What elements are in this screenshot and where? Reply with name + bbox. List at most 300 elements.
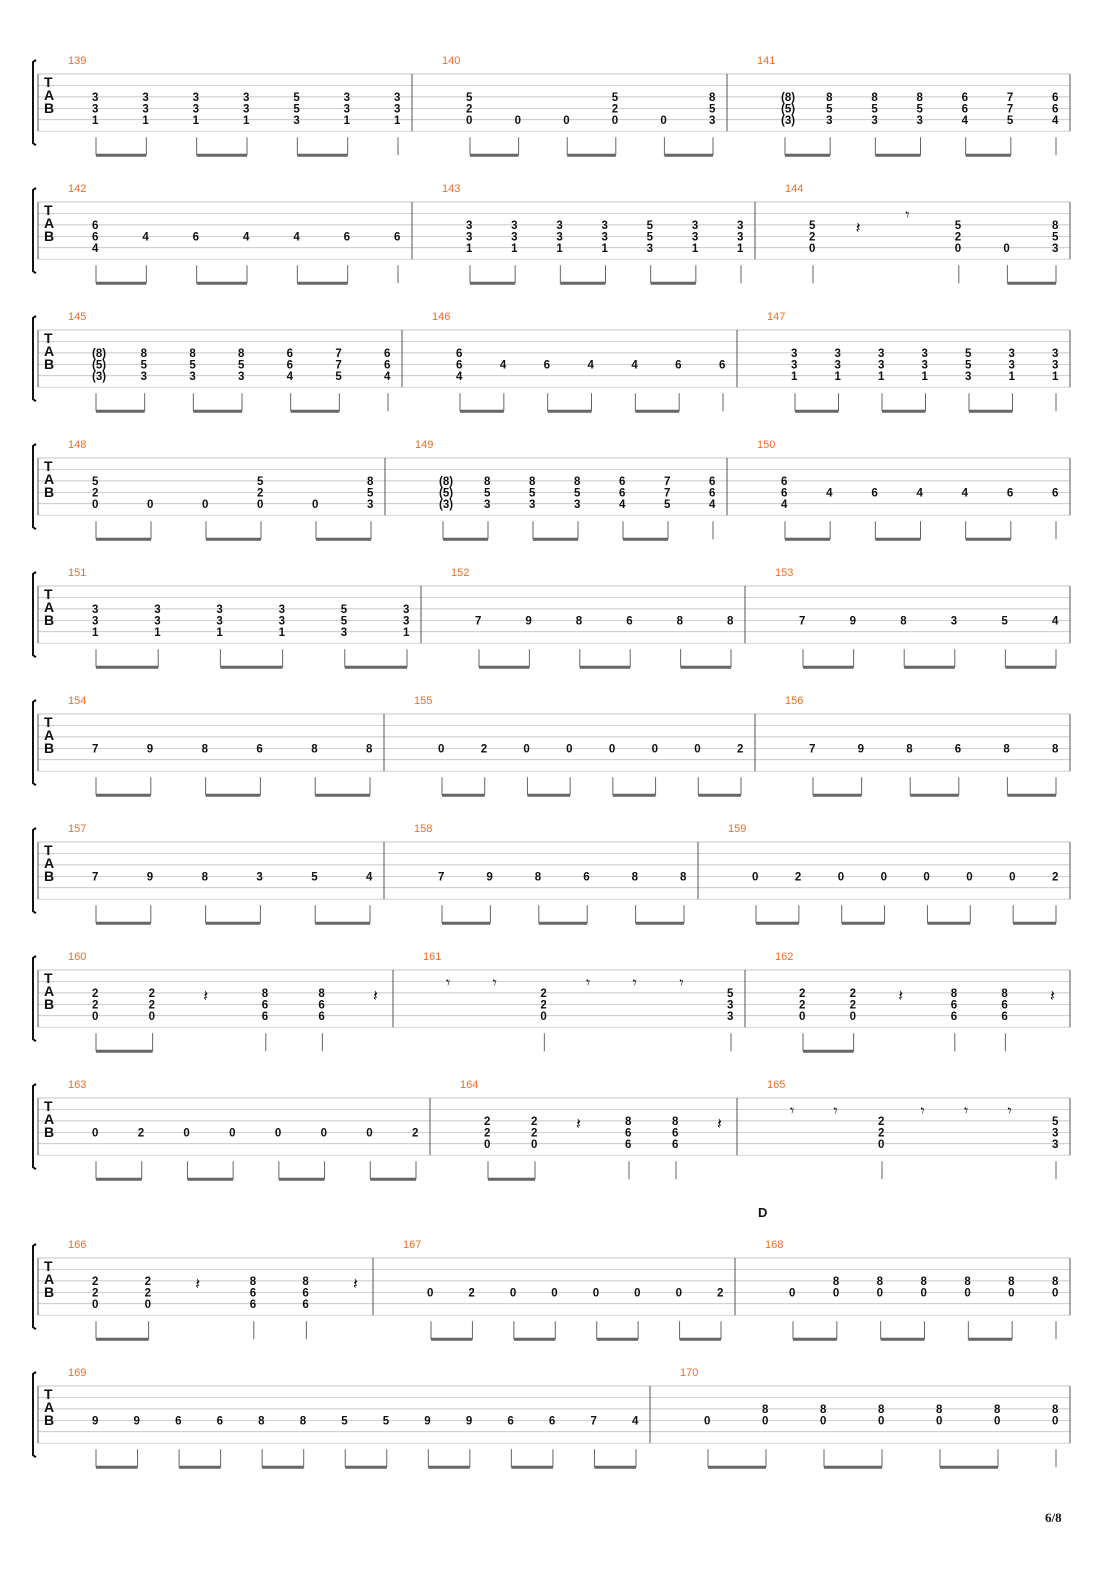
fret-number: 5 xyxy=(335,370,342,383)
fret-number: 6 xyxy=(719,359,726,372)
fret-number: 9 xyxy=(849,615,857,628)
fret-number: 4 xyxy=(632,1415,639,1428)
fret-number: 3 xyxy=(834,347,841,360)
fret-number: 3 xyxy=(92,603,99,616)
measure-number: 162 xyxy=(775,951,794,963)
fret-number: 0 xyxy=(540,1010,547,1023)
fret-number: 4 xyxy=(456,370,463,383)
fret-number: 2 xyxy=(144,1287,152,1300)
fret-number: 8 xyxy=(876,1275,884,1288)
fret-number: 0 xyxy=(964,1287,971,1300)
fret-number: 0 xyxy=(1052,1287,1059,1300)
fret-number: 3 xyxy=(238,370,245,383)
fret-number: 6 xyxy=(626,615,633,628)
fret-number: 3 xyxy=(343,91,351,104)
tab-clef-letter: A xyxy=(44,1111,55,1127)
fret-number: 6 xyxy=(216,1415,224,1428)
tab-clef-letter: T xyxy=(44,970,53,986)
fret-number: 0 xyxy=(694,743,701,756)
fret-number: 8 xyxy=(906,743,913,756)
tab-clef-letter: B xyxy=(44,868,55,884)
fret-number: 5 xyxy=(826,103,833,116)
tab-system xyxy=(33,695,1070,795)
fret-number: 9 xyxy=(465,1415,473,1428)
fret-number: 7 xyxy=(809,743,816,756)
fret-number: 3 xyxy=(556,219,563,232)
fret-number: 0 xyxy=(274,1127,282,1140)
system-bracket xyxy=(33,316,36,401)
fret-number: 7 xyxy=(664,475,671,488)
fret-number: 3 xyxy=(529,498,536,511)
eighth-rest: 𝄾 xyxy=(905,205,910,225)
fret-number: 0 xyxy=(878,1415,885,1428)
fret-number: 6 xyxy=(583,871,590,884)
fret-number: 6 xyxy=(625,1127,632,1140)
fret-number: 3 xyxy=(92,91,99,104)
fret-number: 6 xyxy=(709,487,716,500)
fret-number: 3 xyxy=(826,114,833,127)
fret-number: 3 xyxy=(574,498,581,511)
fret-number: 4 xyxy=(366,871,373,884)
fret-number: 5 xyxy=(466,91,473,104)
fret-number: 8 xyxy=(529,475,536,488)
fret-number: 3 xyxy=(691,219,699,232)
fret-number: 6 xyxy=(1052,487,1059,500)
tab-clef-letter: A xyxy=(44,343,55,359)
fret-number: 2 xyxy=(92,1287,99,1300)
fret-number: 6 xyxy=(302,1298,309,1311)
fret-number: 6 xyxy=(318,999,325,1012)
fret-number: 7 xyxy=(92,871,99,884)
fret-number: 8 xyxy=(680,871,687,884)
fret-number: 3 xyxy=(293,114,300,127)
fret-number: 7 xyxy=(1006,91,1014,104)
fret-number: 3 xyxy=(1052,347,1059,360)
fret-number: 0 xyxy=(514,114,522,127)
tab-clef-letter: T xyxy=(44,74,53,90)
fret-number: 0 xyxy=(837,871,845,884)
fret-number: 3 xyxy=(367,498,374,511)
fret-number: 2 xyxy=(878,1127,885,1140)
tab-clef-letter: B xyxy=(44,484,55,500)
fret-number: 2 xyxy=(92,999,99,1012)
fret-number: 5 xyxy=(293,103,300,116)
tab-clef-letter: B xyxy=(44,996,55,1012)
fret-number: 3 xyxy=(340,626,348,639)
fret-number: 3 xyxy=(216,603,223,616)
fret-number: 0 xyxy=(312,498,319,511)
fret-number: 3 xyxy=(709,114,716,127)
measure-number: 165 xyxy=(767,1079,786,1091)
fret-number: 5 xyxy=(92,475,99,488)
tab-clef-letter: A xyxy=(44,471,55,487)
fret-number: 8 xyxy=(201,871,209,884)
eighth-rest: 𝄾 xyxy=(790,1101,795,1121)
measure-number: 160 xyxy=(68,951,87,963)
eighth-rest: 𝄾 xyxy=(632,973,637,993)
quarter-rest: 𝄽 xyxy=(855,218,861,238)
fret-number: 3 xyxy=(691,231,699,244)
fret-number: 0 xyxy=(954,242,962,255)
system-bracket xyxy=(33,60,36,145)
fret-number: 6 xyxy=(261,1010,269,1023)
quarter-rest: 𝄽 xyxy=(1050,986,1055,1006)
fret-number: 6 xyxy=(1001,1010,1008,1023)
tab-clef-letter: A xyxy=(44,1399,55,1415)
fret-number: 2 xyxy=(531,1127,538,1140)
measure-number: 150 xyxy=(757,439,776,451)
fret-number: 0 xyxy=(183,1127,190,1140)
fret-number: 0 xyxy=(320,1127,327,1140)
tab-clef-letter: A xyxy=(44,599,55,615)
fret-number: 8 xyxy=(820,1403,827,1416)
fret-number: 3 xyxy=(871,114,878,127)
fret-number: 6 xyxy=(384,347,391,360)
fret-number: 4 xyxy=(142,231,149,244)
fret-number: 4 xyxy=(587,359,594,372)
fret-number: 1 xyxy=(192,114,200,127)
fret-number: 6 xyxy=(871,487,878,500)
fret-number: 0 xyxy=(202,498,209,511)
fret-number: 4 xyxy=(619,498,626,511)
fret-number: 2 xyxy=(92,1275,99,1288)
fret-number: 8 xyxy=(676,615,684,628)
fret-number: 1 xyxy=(791,370,798,383)
fret-number: 3 xyxy=(878,359,885,372)
fret-number: 8 xyxy=(832,1275,840,1288)
fret-number: 2 xyxy=(540,987,547,1000)
fret-number: 3 xyxy=(466,219,473,232)
fret-number: 7 xyxy=(590,1415,597,1428)
system-bracket xyxy=(33,188,36,273)
fret-number: 8 xyxy=(878,1403,885,1416)
fret-number: 3 xyxy=(140,370,148,383)
fret-number: 4 xyxy=(499,359,507,372)
fret-number: 3 xyxy=(484,498,491,511)
fret-number: 3 xyxy=(343,103,351,116)
fret-number: 3 xyxy=(601,231,608,244)
fret-number: 2 xyxy=(148,987,156,1000)
fret-number: 8 xyxy=(994,1403,1001,1416)
fret-number: 3 xyxy=(1052,359,1059,372)
fret-number: 7 xyxy=(335,347,342,360)
fret-number: 0 xyxy=(675,1287,682,1300)
fret-number: 3 xyxy=(511,231,518,244)
measure-number: 140 xyxy=(442,55,461,67)
fret-number: 2 xyxy=(799,999,806,1012)
fret-number: 0 xyxy=(563,114,570,127)
tab-clef-letter: A xyxy=(44,983,55,999)
fret-number: 5 xyxy=(340,603,348,616)
fret-number: 6 xyxy=(950,999,958,1012)
fret-number: 3 xyxy=(965,370,972,383)
measure-number: 153 xyxy=(775,567,794,579)
fret-number: 4 xyxy=(631,359,638,372)
measure-number: 169 xyxy=(68,1367,87,1379)
fret-number: 3 xyxy=(278,603,286,616)
fret-number: 8 xyxy=(900,615,907,628)
fret-number: 6 xyxy=(543,359,551,372)
fret-number: 6 xyxy=(256,743,263,756)
fret-number: 9 xyxy=(133,1415,140,1428)
fret-number: 0 xyxy=(438,743,445,756)
fret-number: 3 xyxy=(737,219,744,232)
fret-number: 8 xyxy=(575,615,583,628)
quarter-rest: 𝄽 xyxy=(195,1274,201,1294)
fret-number: (3) xyxy=(92,370,107,383)
fret-number: 8 xyxy=(709,91,716,104)
fret-number: 6 xyxy=(456,347,463,360)
fret-number: 8 xyxy=(1003,743,1010,756)
tab-clef-letter: T xyxy=(44,330,53,346)
measure-number: 156 xyxy=(785,695,804,707)
fret-number: 6 xyxy=(1006,487,1014,500)
fret-number: 8 xyxy=(302,1275,309,1288)
fret-number: 8 xyxy=(238,347,245,360)
fret-number: 3 xyxy=(916,114,923,127)
fret-number: 7 xyxy=(475,615,482,628)
fret-number: 8 xyxy=(1052,743,1059,756)
fret-number: 1 xyxy=(92,114,99,127)
fret-number: 3 xyxy=(556,231,563,244)
fret-number: 0 xyxy=(551,1287,558,1300)
fret-number: 2 xyxy=(878,1115,885,1128)
fret-number: 2 xyxy=(480,743,488,756)
fret-number: 6 xyxy=(781,475,788,488)
fret-number: 3 xyxy=(1052,1138,1059,1151)
fret-number: 2 xyxy=(611,103,619,116)
eighth-rest: 𝄾 xyxy=(1007,1101,1012,1121)
fret-number: 4 xyxy=(916,487,923,500)
eighth-rest: 𝄾 xyxy=(920,1101,925,1121)
fret-number: 5 xyxy=(189,359,196,372)
system-bracket xyxy=(33,956,36,1041)
fret-number: 3 xyxy=(737,231,744,244)
tab-system xyxy=(33,1239,1070,1339)
fret-number: 0 xyxy=(608,743,616,756)
fret-number: 2 xyxy=(137,1127,145,1140)
fret-number: 0 xyxy=(923,871,930,884)
fret-number: 4 xyxy=(826,487,833,500)
tab-clef-letter: B xyxy=(44,100,55,116)
fret-number: 0 xyxy=(651,743,658,756)
fret-number: 5 xyxy=(664,498,671,511)
fret-number: 0 xyxy=(148,1010,156,1023)
fret-number: 3 xyxy=(154,615,161,628)
tab-clef-letter: B xyxy=(44,1124,55,1140)
fret-number: 3 xyxy=(791,359,798,372)
fret-number: 7 xyxy=(1006,103,1014,116)
fret-number: 8 xyxy=(261,987,269,1000)
measure-number: 158 xyxy=(414,823,433,835)
tab-system xyxy=(33,55,1070,155)
fret-number: 6 xyxy=(456,359,463,372)
fret-number: 3 xyxy=(791,347,798,360)
fret-number: 0 xyxy=(936,1415,943,1428)
fret-number: 3 xyxy=(403,615,410,628)
fret-number: 9 xyxy=(92,1415,99,1428)
fret-number: 3 xyxy=(243,103,250,116)
fret-number: 8 xyxy=(936,1403,943,1416)
fret-number: 1 xyxy=(154,626,161,639)
fret-number: 1 xyxy=(691,242,699,255)
measure-number: 166 xyxy=(68,1239,87,1251)
measure-number: 155 xyxy=(414,695,433,707)
fret-number: 5 xyxy=(140,359,148,372)
fret-number: 0 xyxy=(876,1287,884,1300)
eighth-rest: 𝄾 xyxy=(679,973,684,993)
fret-number: 5 xyxy=(529,487,536,500)
fret-number: 2 xyxy=(466,103,473,116)
fret-number: 0 xyxy=(849,1010,857,1023)
fret-number: 5 xyxy=(871,103,878,116)
fret-number: 1 xyxy=(921,370,928,383)
fret-number: 2 xyxy=(809,231,816,244)
fret-number: 3 xyxy=(646,242,654,255)
fret-number: 0 xyxy=(229,1127,236,1140)
fret-number: 6 xyxy=(249,1287,257,1300)
fret-number: 5 xyxy=(1001,615,1008,628)
fret-number: 2 xyxy=(484,1127,491,1140)
quarter-rest: 𝄽 xyxy=(203,986,209,1006)
quarter-rest: 𝄽 xyxy=(898,986,904,1006)
fret-number: 5 xyxy=(709,103,716,116)
fret-number: 0 xyxy=(809,242,816,255)
fret-number: 3 xyxy=(256,871,263,884)
fret-number: 2 xyxy=(954,231,962,244)
fret-number: 1 xyxy=(601,242,608,255)
fret-number: 8 xyxy=(258,1415,265,1428)
fret-number: 3 xyxy=(243,91,250,104)
fret-number: 5 xyxy=(257,475,264,488)
tab-clef-letter: B xyxy=(44,1284,55,1300)
tab-systems xyxy=(33,55,1070,1467)
fret-number: 5 xyxy=(1052,231,1059,244)
measure-number: 149 xyxy=(415,439,434,451)
fret-number: 2 xyxy=(468,1287,475,1300)
fret-number: 3 xyxy=(394,103,401,116)
fret-number: 2 xyxy=(412,1127,419,1140)
fret-number: 3 xyxy=(192,103,200,116)
fret-number: 8 xyxy=(249,1275,257,1288)
fret-number: 5 xyxy=(646,219,654,232)
fret-number: 1 xyxy=(1008,370,1015,383)
fret-number: 2 xyxy=(849,999,857,1012)
fret-number: 0 xyxy=(704,1415,711,1428)
tab-system xyxy=(33,311,1070,411)
eighth-rest: 𝄾 xyxy=(833,1101,838,1121)
fret-number: 8 xyxy=(484,475,491,488)
fret-number: (8) xyxy=(781,91,796,104)
fret-number: 8 xyxy=(625,1115,632,1128)
fret-number: 5 xyxy=(340,615,348,628)
fret-number: 0 xyxy=(509,1287,517,1300)
fret-number: 8 xyxy=(189,347,196,360)
quarter-rest: 𝄽 xyxy=(373,986,378,1006)
page-number: 6/8 xyxy=(1045,1510,1062,1525)
fret-number: 4 xyxy=(1052,114,1059,127)
fret-number: 0 xyxy=(789,1287,796,1300)
system-bracket xyxy=(33,1244,36,1329)
fret-number: 0 xyxy=(92,1010,99,1023)
tab-system xyxy=(33,439,1070,539)
tab-clef-letter: B xyxy=(44,740,55,756)
fret-number: 8 xyxy=(950,987,958,1000)
fret-number: 0 xyxy=(92,1127,99,1140)
eighth-rest: 𝄾 xyxy=(964,1101,969,1121)
fret-number: 1 xyxy=(511,242,518,255)
fret-number: 8 xyxy=(1052,1275,1059,1288)
fret-number: 1 xyxy=(556,242,563,255)
system-bracket xyxy=(33,1372,36,1457)
tab-system xyxy=(33,567,1070,667)
fret-number: 6 xyxy=(343,231,351,244)
quarter-rest: 𝄽 xyxy=(717,1114,722,1134)
fret-number: 6 xyxy=(672,1127,679,1140)
measure-number: 145 xyxy=(68,311,87,323)
fret-number: 1 xyxy=(343,114,351,127)
fret-number: 2 xyxy=(540,999,547,1012)
fret-number: 4 xyxy=(286,370,294,383)
fret-number: 6 xyxy=(709,475,716,488)
measure-number: 142 xyxy=(68,183,87,195)
fret-number: 2 xyxy=(1052,871,1059,884)
measure-number: 152 xyxy=(451,567,470,579)
fret-number: 0 xyxy=(752,871,759,884)
fret-number: 2 xyxy=(92,487,99,500)
fret-number: 5 xyxy=(809,219,816,232)
fret-number: 0 xyxy=(799,1010,806,1023)
measure-number: 154 xyxy=(68,695,87,707)
fret-number: 5 xyxy=(367,487,374,500)
fret-number: 3 xyxy=(601,219,608,232)
fret-number: 6 xyxy=(394,231,401,244)
fret-number: 0 xyxy=(92,498,99,511)
fret-number: 0 xyxy=(147,498,154,511)
tab-clef-letter: T xyxy=(44,714,53,730)
fret-number: 3 xyxy=(394,91,401,104)
fret-number: 8 xyxy=(534,871,542,884)
fret-number: 8 xyxy=(964,1275,971,1288)
fret-number: 1 xyxy=(394,114,401,127)
fret-number: 8 xyxy=(1008,1275,1015,1288)
quarter-rest: 𝄽 xyxy=(576,1114,581,1134)
measure-number: 161 xyxy=(423,951,442,963)
tab-clef-letter: B xyxy=(44,1412,55,1428)
fret-number: 0 xyxy=(466,114,473,127)
fret-number: 3 xyxy=(921,347,928,360)
tab-system xyxy=(33,183,1070,283)
fret-number: 8 xyxy=(1052,219,1059,232)
fret-number: 5 xyxy=(1006,114,1014,127)
fret-number: 0 xyxy=(634,1287,641,1300)
fret-number: 3 xyxy=(878,347,885,360)
fret-number: 3 xyxy=(466,231,473,244)
fret-number: (3) xyxy=(781,114,796,127)
fret-number: 7 xyxy=(799,615,806,628)
fret-number: 8 xyxy=(631,871,639,884)
tab-clef-letter: T xyxy=(44,458,53,474)
fret-number: 4 xyxy=(243,231,250,244)
fret-number: 4 xyxy=(293,231,300,244)
fret-number: 8 xyxy=(762,1403,769,1416)
measure-number: 170 xyxy=(680,1367,699,1379)
fret-number: 1 xyxy=(92,626,99,639)
fret-number: 6 xyxy=(92,219,99,232)
fret-number: 3 xyxy=(1008,347,1015,360)
measure-number: 146 xyxy=(432,311,451,323)
fret-number: 1 xyxy=(737,242,744,255)
